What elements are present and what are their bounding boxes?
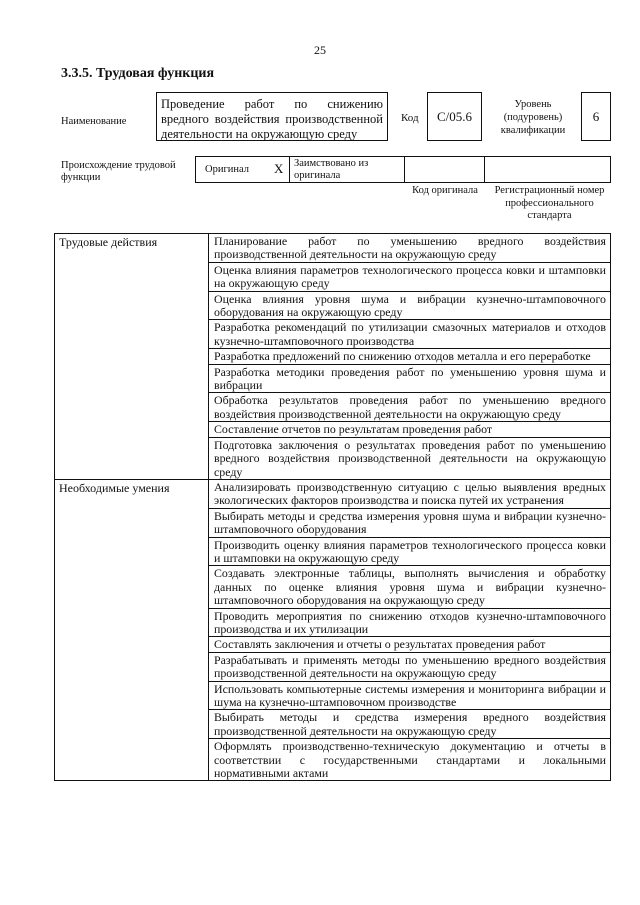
code-label: Код <box>401 112 419 124</box>
table-row <box>55 234 611 263</box>
group-label: Необходимые умения <box>55 479 209 781</box>
borrowed-label: Заимствовано из оригинала <box>294 158 369 181</box>
list-item: Выбирать методы и средства измерения уровня шума и вибрации кузнечно-штамповочного оборудования <box>209 508 611 537</box>
list-item: Проводить мероприятия по снижению отходов кузнечно-штамповочного производства и их утилизации <box>209 608 611 637</box>
origin-borrowed-cell <box>290 157 405 182</box>
list-item: Создавать электронные таблицы, выполнять вычисления и обработку данных по оценке влияния уровня шума и вибрации кузнечно-штамповочного оборудования на окружающую среду <box>209 566 611 608</box>
code-value-box: C/05.6 <box>427 92 482 141</box>
list-item: Оценка влияния уровня шума и вибрации кузнечно-штамповочного оборудования на окружающую среду <box>209 291 611 320</box>
code-original-caption: Код оригинала <box>412 185 478 196</box>
list-item: Анализировать производственную ситуацию с целью выявления вредных экологических факторов производства и поиска путей их устранения <box>209 479 611 508</box>
list-item: Оценка влияния параметров технологического процесса ковки и штамповки на окружающую среду <box>209 262 611 291</box>
level-value-box: 6 <box>581 92 611 141</box>
list-item: Производить оценку влияния параметров технологического процесса ковки и штамповки на окружающую среду <box>209 537 611 566</box>
group-label: Трудовые действия <box>55 234 209 480</box>
table-row <box>55 479 611 508</box>
original-mark: X <box>274 161 284 176</box>
section-title: 3.3.5. Трудовая функция <box>61 66 215 81</box>
function-name-box: Проведение работ по снижению вредного воздействия производственной деятельности на окружающую среду <box>156 92 388 141</box>
page-number: 25 <box>314 43 326 57</box>
origin-table <box>195 156 611 183</box>
reg-number-caption: Регистрационный номер профессионального стандарта <box>494 185 605 221</box>
list-item: Разработка предложений по снижению отходов металла и его переработке <box>209 349 611 364</box>
origin-code-cell <box>405 157 485 182</box>
list-item: Планирование работ по уменьшению вредного воздействия производственной деятельности на окружающую среду <box>209 234 611 263</box>
list-item: Оформлять производственно-техническую документацию и отчеты в соответствии с государственными стандартами и локальными нормативными актами <box>209 739 611 781</box>
list-item: Разрабатывать и применять методы по уменьшению вредного воздействия производственной деятельности на окружающую среду <box>209 652 611 681</box>
origin-reg-cell <box>485 157 610 182</box>
list-item: Подготовка заключения о результатах проведения работ по уменьшению вредного воздействия производственной деятельности на окружающую среду <box>209 437 611 479</box>
list-item: Составление отчетов по результатам проведения работ <box>209 422 611 437</box>
name-label: Наименование <box>61 116 127 127</box>
original-label: Оригинал <box>205 164 249 175</box>
level-label: Уровень (подуровень) квалификации <box>500 99 566 136</box>
list-item: Разработка методики проведения работ по уменьшению уровня шума и вибрации <box>209 364 611 393</box>
origin-label: Происхождение трудовой функции <box>61 160 176 183</box>
list-item: Использовать компьютерные системы измерения и мониторинга вибрации и шума на кузнечно-штамповочном производстве <box>209 681 611 710</box>
function-table <box>54 233 611 781</box>
list-item: Разработка рекомендаций по утилизации смазочных материалов и отходов кузнечно-штамповочного производства <box>209 320 611 349</box>
origin-original-cell <box>196 157 290 182</box>
list-item: Выбирать методы и средства измерения вредного воздействия производственной деятельности на окружающую среду <box>209 710 611 739</box>
list-item: Составлять заключения и отчеты о результатах проведения работ <box>209 637 611 652</box>
list-item: Обработка результатов проведения работ по уменьшению вредного воздействия производственной деятельности на окружающую среду <box>209 393 611 422</box>
